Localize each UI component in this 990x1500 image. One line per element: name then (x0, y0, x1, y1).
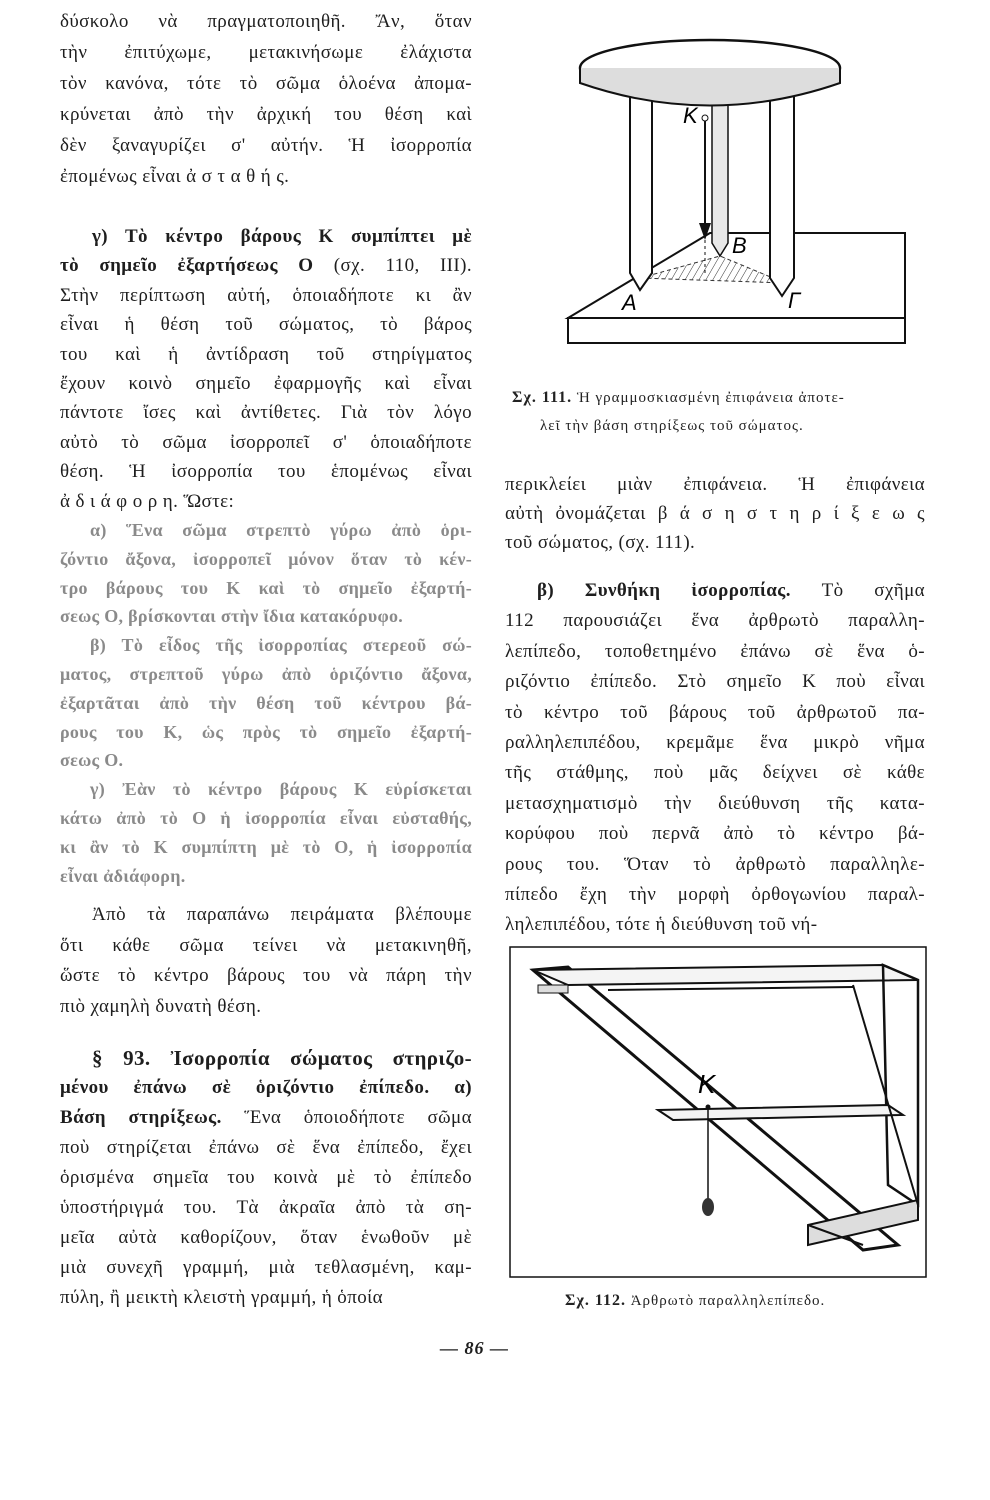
text-line: σεως Ο. (60, 750, 124, 771)
text-line: τὸ κέντρο τοῦ βάρους τοῦ ἀρθρωτοῦ πα- (505, 701, 925, 723)
text-block-equilibrium-condition (505, 576, 925, 941)
text-line: 112 παρουσιάζει ἕνα ἀρθρωτὸ παραλλη- (505, 610, 925, 632)
bold-text: τὸ σημεῖο ἐξαρτήσεως Ο (60, 255, 334, 277)
label-b: B (732, 233, 747, 258)
caption-number: Σχ. 112. (565, 1292, 626, 1309)
bold-text: Βάση στηρίξεως. (60, 1107, 245, 1128)
text-line: δύσκολο νὰ πραγματοποιηθῆ. Ἄν, ὅταν (60, 11, 472, 32)
text-line: κάτω ἀπὸ τὸ Ο ἡ ἰσορροπία εἶναι εὐσταθής, (60, 807, 472, 828)
text-line: α) Ἕνα σῶμα στρεπτὸ γύρω ἀπὸ ὁρι- (90, 520, 472, 540)
text-line: πίπεδο ἔχη τὴν μορφὴ ὀρθογωνίου παραλ- (505, 883, 925, 905)
paragraph (60, 900, 472, 1022)
text-line: ριζόντιο ἐπίπεδο. Στὸ σημεῖο Κ ποὺ εἶναι (505, 671, 925, 693)
label-k: K (698, 1069, 716, 1099)
text-line (60, 1073, 472, 1103)
text-line: πύλη, ἢ μεικτὴ κλειστὴ γραμμή, ἡ ὁποία (60, 1287, 383, 1308)
text-line: Ἀπὸ τὰ παραπάνω πειράματα βλέπουμε (92, 904, 472, 925)
figure-112-caption (565, 1292, 825, 1310)
text-line: κι ἂν τὸ Κ συμπίπτη μὲ τὸ Ο, ἡ ἰσορροπία (60, 836, 472, 857)
bold-text: β) Συνθήκη ἰσορροπίας. (537, 580, 822, 601)
label-k: K (683, 103, 698, 128)
bold-text: μένου ἐπάνω σὲ ὁριζόντιο ἐπίπεδο. α) (60, 1077, 472, 1098)
text-line: γ) Ἐὰν τὸ κέντρο βάρους Κ εὑρίσκεται (90, 779, 472, 800)
text-line (60, 251, 472, 280)
text-line (60, 1043, 472, 1073)
text-line: μετασχηματισμὸ τὴν διεύθυνση τῆς κατα- (505, 792, 925, 814)
text-block-support-base (505, 470, 925, 557)
paragraph (60, 222, 472, 516)
page-number: — 86 — (440, 1338, 509, 1358)
text-line: ὁρισμένα σημεῖα του κοινὰ μὲ τὸ ἐπίπεδο (60, 1167, 472, 1188)
text-line: ζόντιο ἄξονα, ἰσορροπεῖ μόνον ὅταν τὸ κέν- (60, 548, 472, 569)
text-block-unstable-equilibrium (60, 6, 472, 192)
text-line (60, 1103, 472, 1133)
text-line: τῆς στάθμης, ποὺ μᾶς δείχνει σὲ κάθε (505, 762, 925, 784)
text-line: τρο βάρους του Κ καὶ τὸ σημεῖο ἐξαρτή- (60, 577, 472, 598)
text-line: σεως Ο, βρίσκονται στὴν ἴδια κατακόρυφο. (60, 606, 404, 627)
text-line: ἐξαρτᾶται ἀπὸ τὴν θέση τοῦ κέντρου βά- (60, 692, 472, 713)
text-line: ρους του. Ὅταν τὸ ἀρθρωτὸ παραλληλε- (505, 853, 925, 875)
text-line: του καὶ ἡ ἀντίδραση τοῦ στηρίγματος (60, 343, 472, 365)
paragraph (60, 631, 472, 775)
text-line: ληλεπιπέδου, τότε ἡ διεύθυνση τοῦ νή- (505, 914, 818, 936)
caption-text: Ἀρθρωτὸ παραλληλεπίπεδο. (630, 1293, 826, 1309)
text-line: τοῦ σώματος, (σχ. 111). (505, 532, 696, 553)
text-line: πάντοτε ἴσες καὶ ἀντίθετες. Γιὰ τὸν λόγο (60, 402, 472, 424)
text-line: ἐπομένως εἶναι ἀ σ τ α θ ή ς. (60, 166, 290, 187)
text: Τὸ σχῆμα (821, 580, 926, 601)
text-line: ἔχουν κοινὸ σημεῖο ἐφαρμογῆς καὶ εἶναι (60, 372, 472, 394)
paragraph (60, 516, 472, 631)
section-93 (60, 1043, 472, 1313)
figure-111-stool (560, 28, 920, 358)
text-line: κρύνεται ἀπὸ τὴν ἀρχική του θέση καὶ (60, 104, 472, 125)
text-line: μιὰ συνεχῆ γραμμή, μιὰ τεθλασμένη, καμ- (60, 1257, 472, 1278)
text: Ἕνα ὁποιοδήποτε σῶμα (244, 1107, 472, 1128)
text-line: αὐτὸ τὸ σῶμα ἰσορροπεῖ σ' ὁποιαδήποτε (60, 431, 472, 453)
text-line: μεῖα αὐτὰ καθορίζουν, ὅταν ἑνωθοῦν μὲ (60, 1227, 472, 1248)
text-block-indifferent-equilibrium (60, 222, 472, 516)
text-line: Στὴν περίπτωση αὐτή, ὁποιαδήποτε κι ἂν (60, 284, 472, 306)
text-line: ἀ δ ι ά φ ο ρ η. Ὥστε: (60, 490, 235, 512)
text-line: τὸν κανόνα, τότε τὸ σῶμα ὁλοένα ἀπομα- (60, 73, 472, 94)
text-line: περικλείει μιὰν ἐπιφάνεια. Ἡ ἐπιφάνεια (505, 474, 925, 495)
caption-text: Ἡ γραμμοσκιασμένη ἐπιφάνεια ἀποτε- (576, 390, 845, 406)
text-line: εἶναι ἀδιάφορη. (60, 865, 186, 886)
figure-112-parallelepiped (508, 945, 928, 1280)
paragraph (60, 6, 472, 192)
text-line: ὑποστήριγμά του. Τὰ ἀκραῖα ἀπὸ τὰ ση- (60, 1197, 472, 1218)
text-line: ματος, στρεπτοῦ γύρω ἀπὸ ὁριζόντιο ἄξονα, (60, 663, 472, 684)
text-line (505, 576, 925, 606)
text-line: ὅτι κάθε σῶμα τείνει νὰ μετακινηθῆ, (60, 934, 472, 956)
text-line: λεπίπεδο, τοποθετημένο ἐπάνω σὲ ἕνα ὁ- (505, 640, 925, 662)
caption-number: Σχ. 111. (512, 389, 573, 406)
text-line: εἶναι ἡ θέση τοῦ σώματος, τὸ βάρος (60, 314, 472, 336)
paragraph (60, 1043, 472, 1313)
text-line (60, 222, 472, 251)
label-g: Γ (788, 288, 801, 313)
figure-111-caption (512, 384, 922, 440)
text-block-conclusion (60, 900, 472, 1022)
caption-text: λεῖ τὴν βάση στηρίξεως τοῦ σώματος. (540, 418, 804, 434)
label-a: A (622, 290, 637, 315)
text-line: τὴν ἐπιτύχωμε, μετακινήσωμε ἐλάχιστα (60, 42, 472, 63)
text-line: ραλληλεπιπέδου, κρεμᾶμε ἕνα μικρὸ νῆμα (505, 731, 925, 753)
text-line: δὲν ξαναγυρίζει σ' αὐτήν. Ἡ ἰσορροπία (60, 135, 472, 156)
bold-text: § 93. Ἰσορροπία σώματος στηριζο- (92, 1046, 472, 1070)
text-line: θέση. Ἡ ἰσορροπία του ἑπομένως εἶναι (60, 461, 472, 483)
text-line: πιὸ χαμηλὴ δυνατὴ θέση. (60, 995, 262, 1017)
paragraph (505, 576, 925, 941)
paragraph (505, 470, 925, 557)
text-line: ποὺ στηρίζεται ἐπάνω σὲ ἕνα ἐπίπεδο, ἔχει (60, 1137, 472, 1158)
paragraph (60, 775, 472, 890)
text-line: β) Τὸ εἶδος τῆς ἰσορροπίας στερεοῦ σώ- (90, 635, 472, 656)
text-line: ὥστε τὸ κέντρο βάρους του νὰ πάρη τὴν (60, 965, 472, 986)
text-line: ρους του Κ, ὡς πρὸς τὸ σημεῖο ἐξαρτή- (60, 721, 472, 742)
text: (σχ. 110, ΙΙΙ). (333, 255, 473, 277)
summary-block (60, 516, 472, 890)
text-line: αὐτὴ ὀνομάζεται β ά σ η σ τ η ρ ί ξ ε ω ς (505, 503, 925, 524)
text-line: κορύφου ποὺ περνᾶ ἀπὸ τὸ κέντρο βά- (505, 823, 925, 845)
bold-text: γ) Τὸ κέντρο βάρους Κ συμπίπτει μὲ (92, 226, 472, 247)
